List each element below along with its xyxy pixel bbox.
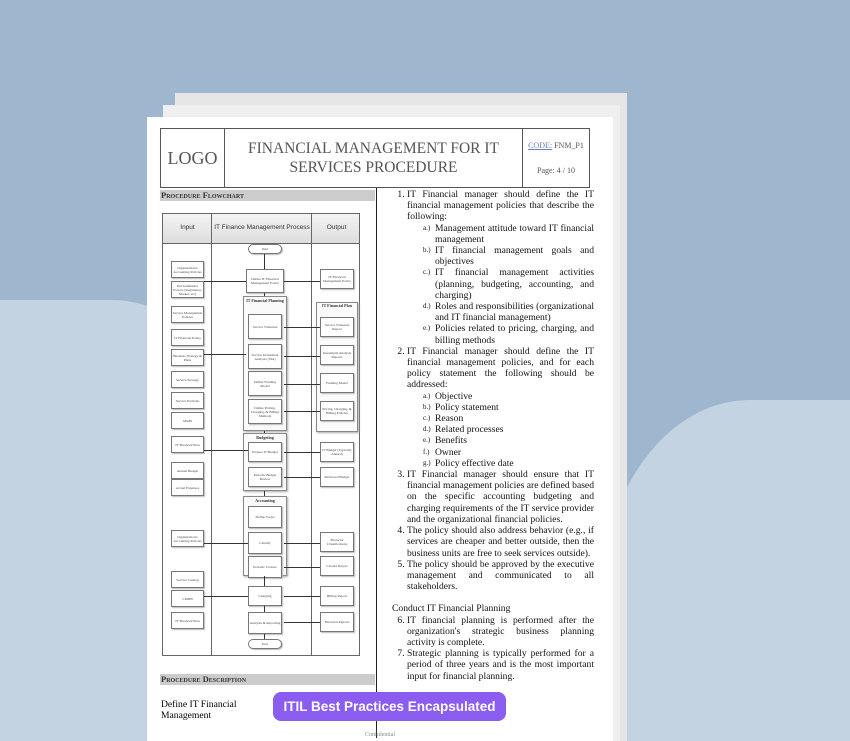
subheading-planning: Conduct IT Financial Planning	[392, 603, 511, 615]
document-page	[147, 117, 613, 741]
flowchart-node: Periodic Budget Review	[248, 467, 282, 487]
sub-list	[407, 391, 594, 469]
step-1	[407, 189, 594, 346]
flowchart-connector	[264, 606, 265, 612]
flowchart	[162, 213, 360, 656]
sub-item: b.) IT financial management goals and objectives	[423, 245, 594, 268]
flowchart-node: Pricing, Charging, & Billing Policies	[320, 401, 354, 421]
flowchart-node: Annual Budget	[171, 462, 204, 479]
sub-marker: a.)	[423, 391, 431, 400]
flowchart-node: Financial Reports	[320, 612, 354, 632]
flowchart-connector	[284, 384, 320, 385]
flowchart-node: IT Financial Policy	[171, 329, 204, 346]
document-code	[528, 141, 584, 150]
flowchart-connector	[204, 281, 246, 282]
sub-marker: g.)	[423, 458, 431, 467]
flowchart-connector	[284, 543, 320, 544]
sub-item: a.) Objective	[423, 390, 473, 402]
flowchart-node: Service Investment Analysis (SIA)	[248, 344, 282, 369]
flowchart-node: CMDB	[171, 590, 204, 607]
sub-item: c.) IT financial management activities (planning, budgeting, accounting, and charging)	[423, 267, 594, 301]
flowchart-node: Define IT Financial Management Policy	[246, 269, 284, 293]
column-divider	[376, 188, 377, 738]
sub-list	[407, 223, 594, 346]
flowchart-node: Environmental Factors (Regulation, Market, etc)	[171, 281, 204, 298]
step-text: IT Financial manager should define the IT financial management policies, and for each policy statement the following should be addressed:	[407, 345, 594, 391]
document-header	[160, 128, 590, 188]
flowchart-node: Service Valuation Report	[320, 317, 354, 337]
flowchart-node: Service Management Policies	[171, 306, 204, 323]
flowchart-connector	[284, 411, 320, 412]
sub-marker: b.)	[423, 246, 431, 255]
flowchart-node: Analysis & Reporting	[248, 612, 282, 634]
flowchart-connector	[284, 622, 320, 623]
flowchart-node: Organization's Accounting Policies	[171, 261, 204, 278]
sub-marker: d.)	[423, 302, 431, 311]
sub-marker: c.)	[423, 268, 431, 277]
flowchart-connector	[284, 477, 320, 478]
flowchart-node: Reviewed Budget	[320, 467, 354, 487]
flowchart-connector	[204, 354, 246, 355]
flowchart-group: IT Financial Plan	[316, 302, 358, 432]
code-value: FNM_P1	[554, 141, 584, 150]
flowchart-node: Service Catalog	[171, 571, 204, 588]
flowchart-node: IT Financial Management Policy	[320, 269, 354, 289]
sub-marker: a.)	[423, 223, 431, 232]
flowchart-connector	[264, 293, 265, 296]
step-4: 4. The policy should also address behavior (e.g., if services are cheaper and better outside, then the business units are free to seek services outside).	[407, 525, 594, 559]
flowchart-node: End	[248, 639, 282, 649]
logo: LOGO	[161, 129, 225, 187]
step-3: 3. IT Financial manager should ensure that IT financial management policies are defined based on the specific accounting budgeting and charging requirements of the IT service provider and the organizational financial policies.	[407, 469, 594, 525]
section-flowchart: Procedure Flowchart	[160, 190, 375, 201]
feature-badge: ITIL Best Practices Encapsulated	[273, 692, 506, 721]
sub-item: a.) Management attitude toward IT financial management	[423, 222, 594, 245]
flowchart-node: Define Pricing, Charging, & Billing Methods	[248, 399, 282, 424]
flowchart-connector	[264, 634, 265, 639]
flowchart-node: Business Strategy & Plans	[171, 349, 204, 366]
flowchart-node: Service Valuation	[248, 314, 282, 339]
flowchart-node: IT Financial Plan	[171, 612, 204, 629]
step-5: 5. The policy should be approved by the executive management and communicated to all stakeholders.	[407, 559, 594, 593]
flowchart-connector	[284, 596, 320, 597]
flowchart-node: Classify	[248, 532, 282, 554]
sub-item: d.) Roles and responsibilities (organizational and IT financial management)	[423, 301, 594, 324]
flowchart-connector	[264, 254, 265, 269]
flowchart-node: Periodic Closure	[248, 556, 282, 578]
step-6: 6. IT financial planning is performed after the organization's strategic business planning activity is complete.	[407, 615, 594, 649]
header-input: Input	[180, 224, 195, 231]
sub-marker: d.)	[423, 425, 431, 434]
flowchart-connector	[264, 431, 265, 433]
flowchart-node: Financial Classifications	[320, 532, 354, 552]
flowchart-connector	[264, 491, 265, 496]
flowchart-group: Accounting	[243, 496, 287, 576]
procedure-text	[392, 189, 594, 682]
flowchart-connector	[284, 327, 320, 328]
flowchart-node: Define Scope	[248, 506, 282, 528]
page-number: Page: 4 / 10	[537, 166, 575, 175]
flowchart-connector	[264, 576, 265, 586]
code-label: CODE:	[528, 141, 553, 150]
flowchart-connector	[204, 543, 248, 544]
flowchart-node: Investment Analysis Reports	[320, 345, 354, 365]
sub-item: e.) Benefits	[423, 435, 467, 447]
flowchart-group: Budgeting	[243, 433, 287, 491]
sub-marker: b.)	[423, 402, 431, 411]
sub-item: f.) Owner	[423, 446, 462, 458]
flowchart-node: Funding Model	[320, 373, 354, 393]
flowchart-node: Closure Report	[320, 556, 354, 576]
description-first-step: Define IT Financial Management	[161, 699, 237, 721]
flowchart-connector	[204, 450, 248, 451]
sub-marker: e.)	[423, 436, 431, 445]
sub-item: b.) Policy statement	[423, 401, 499, 413]
flowchart-node: Charging	[248, 586, 282, 606]
sub-item: g.) Policy effective date	[423, 457, 514, 469]
step-text: IT Financial manager should define the IT financial management policies that describe the following:	[407, 189, 594, 223]
background-blob	[600, 400, 850, 741]
flowchart-group: IT Financial Planning	[243, 296, 287, 431]
flowchart-node: IT Financial Plan	[171, 436, 204, 453]
document-title: FINANCIAL MANAGEMENT FOR IT SERVICES PROCEDURE	[225, 129, 523, 187]
code-cell	[523, 129, 589, 187]
flowchart-connector	[284, 281, 320, 282]
header-process: IT Finance Management Process	[214, 224, 310, 231]
flowchart-connector	[284, 356, 320, 357]
flowchart-node: Prepare IT Budget	[248, 442, 282, 462]
flowchart-node: Start	[248, 244, 282, 254]
sub-item: d.) Related processes	[423, 424, 504, 436]
flowchart-node: Actual Expenses	[171, 479, 204, 496]
flowchart-node: Service Portfolio	[171, 392, 204, 409]
step-7: 7. Strategic planning is typically performed for a period of three years and is the most important input for financial planning.	[407, 648, 594, 682]
sub-marker: e.)	[423, 324, 431, 333]
flowchart-connector	[204, 596, 248, 597]
header-output: Output	[326, 224, 347, 231]
sub-item: e.) Policies related to pricing, charging, and billing methods	[423, 323, 594, 346]
sub-marker: f.)	[423, 447, 430, 456]
flowchart-node: Service Strategy	[171, 371, 204, 388]
flowchart-node: Billing Report	[320, 586, 354, 606]
step-2	[407, 346, 594, 469]
section-description: Procedure Description	[160, 674, 375, 685]
sub-marker: c.)	[423, 414, 431, 423]
sub-item: c.) Reason	[423, 413, 464, 425]
footer-confidential: Confidential	[365, 732, 395, 738]
flowchart-connector	[284, 452, 320, 453]
flowchart-node: Define Funding Model	[248, 371, 282, 396]
flowchart-node: IT Budget (Typically Annual)	[320, 442, 354, 462]
flowchart-node: Organization's Accounting Policies	[171, 530, 204, 547]
flowchart-connector	[284, 567, 320, 568]
flowchart-node: SKMS	[171, 412, 204, 429]
